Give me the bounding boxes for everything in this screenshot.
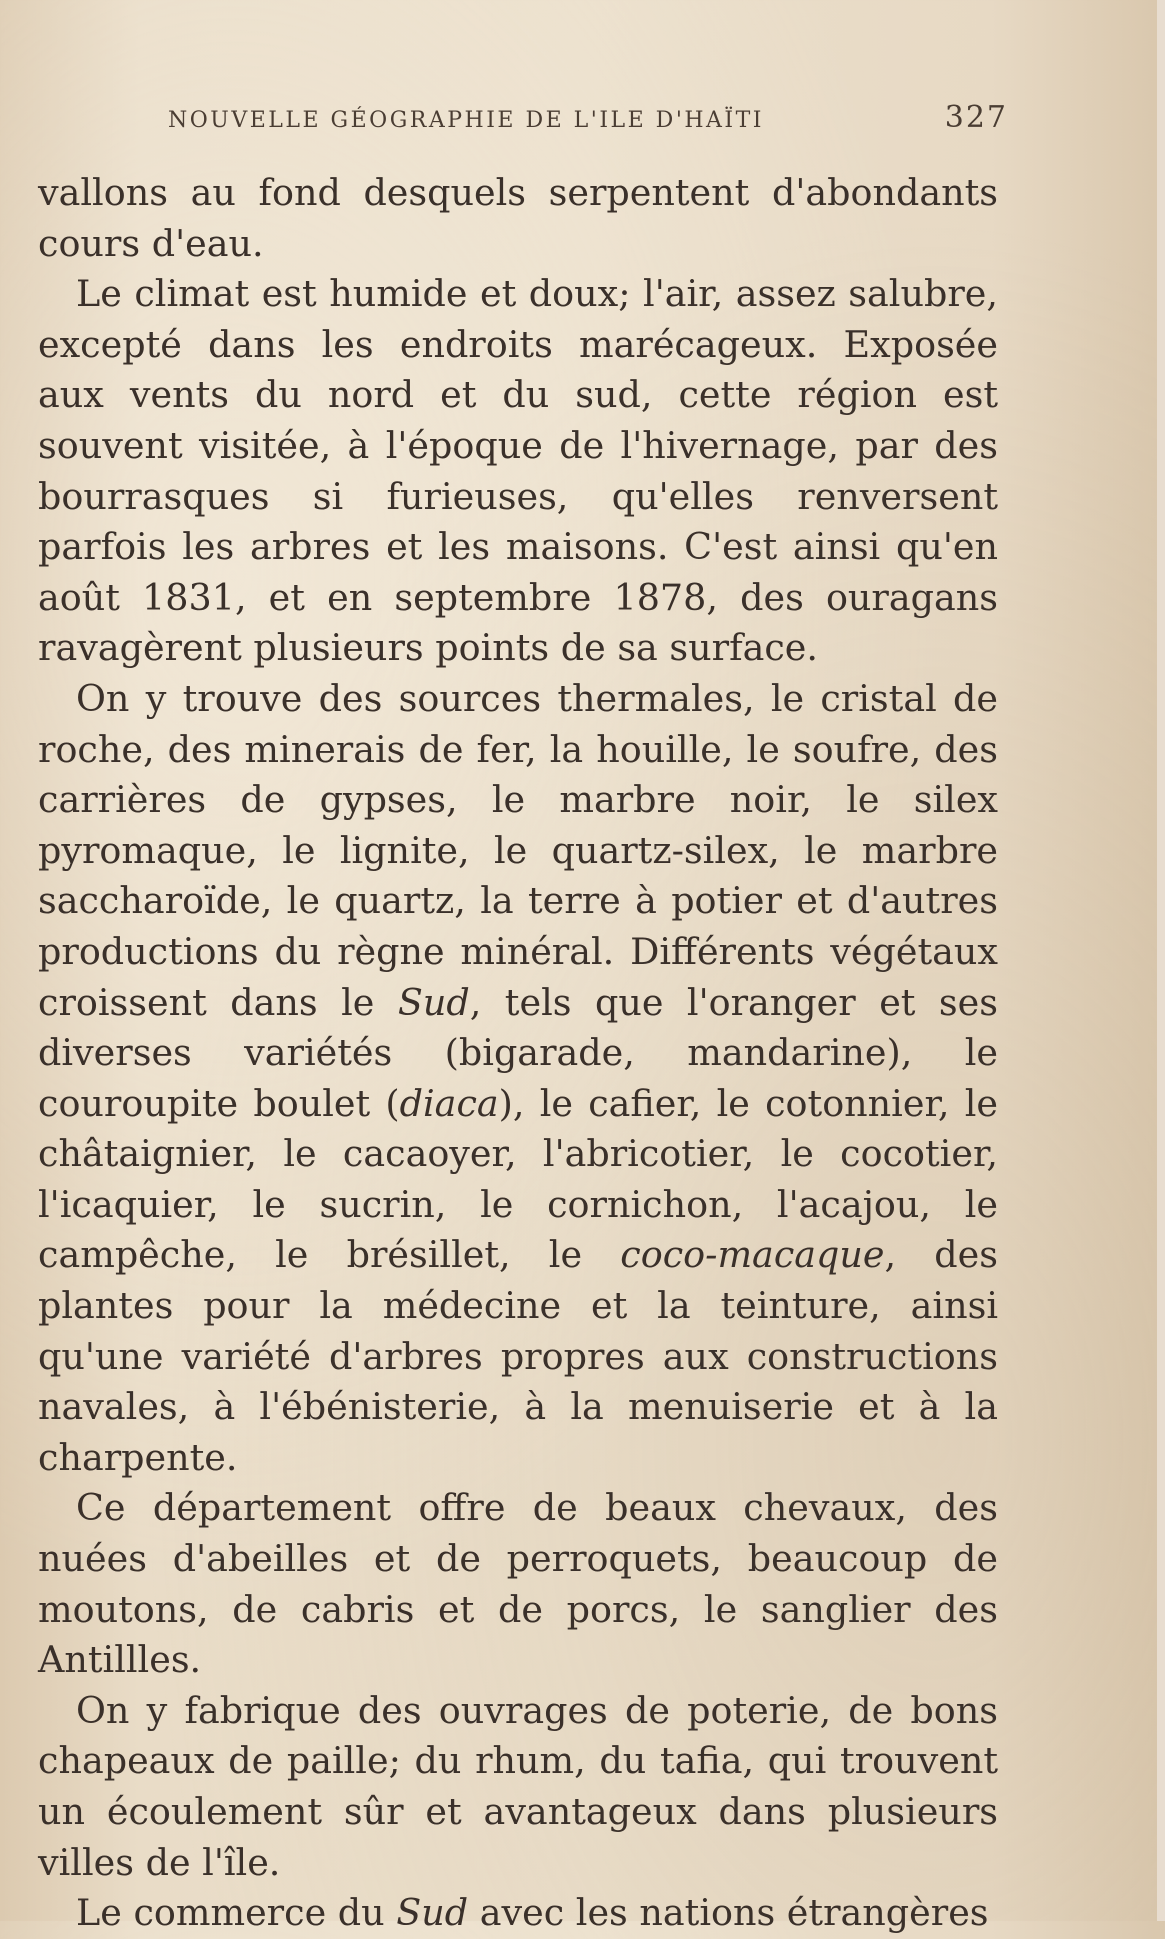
paragraph — [38, 1483, 998, 1685]
paragraph — [38, 1888, 998, 1939]
text-run: Le climat est humide et doux; l'air, assez salubre, excepté dans les endroits marécageux. Exposée aux vents du nord et du sud, cette région est souvent visitée, à l'époque de l'hivernage, par des bourrasques si furieuses, qu'elles renversent parfois les arbres et les maisons. C'est ainsi qu'en août 1831, et en septembre 1878, des ouragans ravagèrent plusieurs points de sa surface. — [38, 272, 998, 670]
text-run: On y fabrique des ouvrages de poterie, de bons chapeaux de paille; du rhum, du tafia, qui trouvent un écoulement sûr et avantageux dans plusieurs villes de l'île. — [38, 1688, 998, 1884]
text-run: Le commerce du — [76, 1891, 397, 1935]
page-edge — [1157, 0, 1165, 1921]
text-run: , des plantes pour la médecine et la teinture, ainsi qu'une variété d'arbres propres aux constructions navales, à l'ébénisterie, à la menuiserie et à la charpente. — [38, 1233, 998, 1479]
body-text — [38, 168, 998, 1939]
italic-text-run: Sud — [396, 1891, 469, 1935]
page-header — [168, 100, 1008, 144]
text-run: avec les nations étrangères — [468, 1891, 989, 1935]
text-run: Ce département offre de beaux chevaux, des nuées d'abeilles et de perroquets, beaucoup de moutons, de cabris et de porcs, le sanglier des Antillles. — [38, 1486, 998, 1682]
italic-text-run: diaca — [399, 1081, 499, 1125]
running-title: NOUVELLE GÉOGRAPHIE DE L'ILE D'HAÏTI — [168, 108, 764, 133]
italic-text-run: coco-macaque — [620, 1233, 885, 1277]
paragraph — [38, 1686, 998, 1888]
page-number: 327 — [944, 100, 1008, 135]
text-run: ), le cafier, le cotonnier, le châtaignier, le cacaoyer, l'abricotier, le cocotier, l'icaquier, le sucrin, le cornichon, l'acajou, le campêche, le brésillet, le — [38, 1081, 998, 1277]
text-run: , tels que l'oranger et ses diverses variétés (bigarade, mandarine), le couroupite boulet ( — [38, 980, 998, 1125]
text-run: vallons au fond desquels serpentent d'abondants cours d'eau. — [38, 171, 998, 265]
italic-text-run: Sud — [397, 980, 470, 1024]
paragraph — [38, 674, 998, 1484]
paragraph — [38, 269, 998, 674]
paragraph — [38, 168, 998, 269]
text-run: On y trouve des sources thermales, le cristal de roche, des minerais de fer, la houille, le soufre, des carrières de gypses, le marbre noir, le silex pyromaque, le lignite, le quartz-silex, le marbre saccharoïde, le quartz, la terre à potier et d'autres productions du règne minéral. Différents végétaux croissent dans le — [38, 676, 998, 1024]
